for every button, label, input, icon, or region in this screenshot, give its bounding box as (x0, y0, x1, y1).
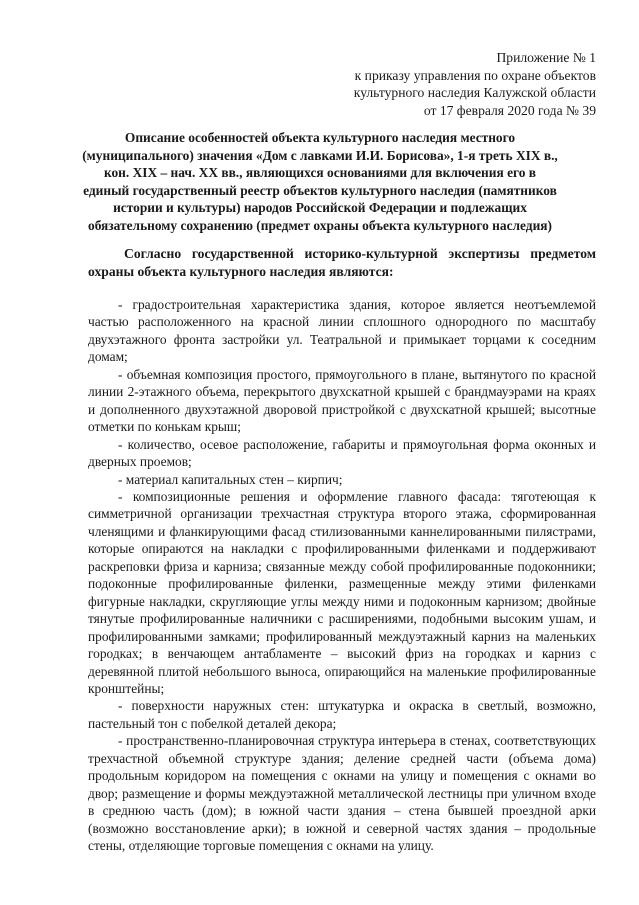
lead-paragraph: Согласно государственной историко-культурной экспертизы предметом охраны объекта культурного наследия являются: (88, 246, 596, 279)
list-item: - объемная композиция простого, прямоугольного в плане, вытянутого по красной линии 2-этажного объема, перекрытого двухскатной крышей с брандмауэрами на краях и дополненного двухэтажной дворовой пристройкой с двухскатной крышей; высотные отметки по конькам крыш; (88, 366, 596, 435)
appendix-line: от 17 февраля 2020 года № 39 (423, 102, 596, 118)
list-item: - градостроительная характеристика здания, которое является неотъемлемой частью расположенного на красной линии сплошного однородного по масштабу двухэтажного фронта застройки ул. Театральной и примыкает торцами к соседним домам; (88, 297, 596, 365)
list-item: - материал капитальных стен – кирпич; (118, 471, 343, 487)
appendix-header (354, 49, 596, 119)
list-item: - композиционные решения и оформление главного фасада: тяготеющая к симметричной организации трехчастная структура второго этажа, сформированная членящими и фланкирующими фасад стилизованными каннелированными пилястрами, которые опираются на накладки с профилированными филенками и поддерживают раскреповки фриза и карниза; связанные между собой профилированные подоконники; подоконные профилированные филенки, размещенные между этими филенками фигурные накладки, скругляющие углы между ними и подоконным карнизом; двойные тянутые профилированные наличники с расширениями, подобными высоким ушам, и профилированными замками; профилированный междуэтажный карниз на маленьких городках; в венчающем антабламенте – высокий фриз на городках и карниз с деревянной плитой небольшого выноса, опирающийся на маленькие профилированные кронштейны; (88, 488, 596, 696)
appendix-line: к приказу управления по охране объектов (354, 67, 596, 83)
document-title: Описание особенностей объекта культурного наследия местного (муниципального) значения «Дом с лавками И.И. Борисова», 1-я треть XIX в., кон. XIX – нач. XX вв., являющихся основаниями для включения его в единый государственный реестр объектов культурного наследия (памятников истории и культуры) народов Российской Федерации и подлежащих обязательному сохранению (предмет охраны объекта культурного наследия) (82, 130, 558, 233)
list-item: - поверхности наружных стен: штукатурка и окраска в светлый, возможно, пастельный тон с побелкой деталей декора; (88, 698, 596, 731)
list-item: - количество, осевое расположение, габариты и прямоугольная форма оконных и дверных проемов; (88, 436, 596, 470)
list-item: - пространственно-планировочная структура интерьера в стенах, соответствующих трехчастной объемной структуре здания; деление средней части (объема дома) продольным коридором на помещения с окнами на улицу и помещения с окнами во двор; размещение и формы междуэтажной металлической лестницы при уличном входе в среднюю часть (дом); в южной части здания – стена бывшей проездной арки (возможно восстановление арки); в южной и северной частях здания – продольные стены, отделяющие торговые помещения с окнами на улицу. (88, 733, 596, 854)
appendix-line: культурного наследия Калужской области (353, 85, 596, 100)
appendix-line: Приложение № 1 (496, 50, 596, 65)
protected-features-list (88, 296, 596, 855)
